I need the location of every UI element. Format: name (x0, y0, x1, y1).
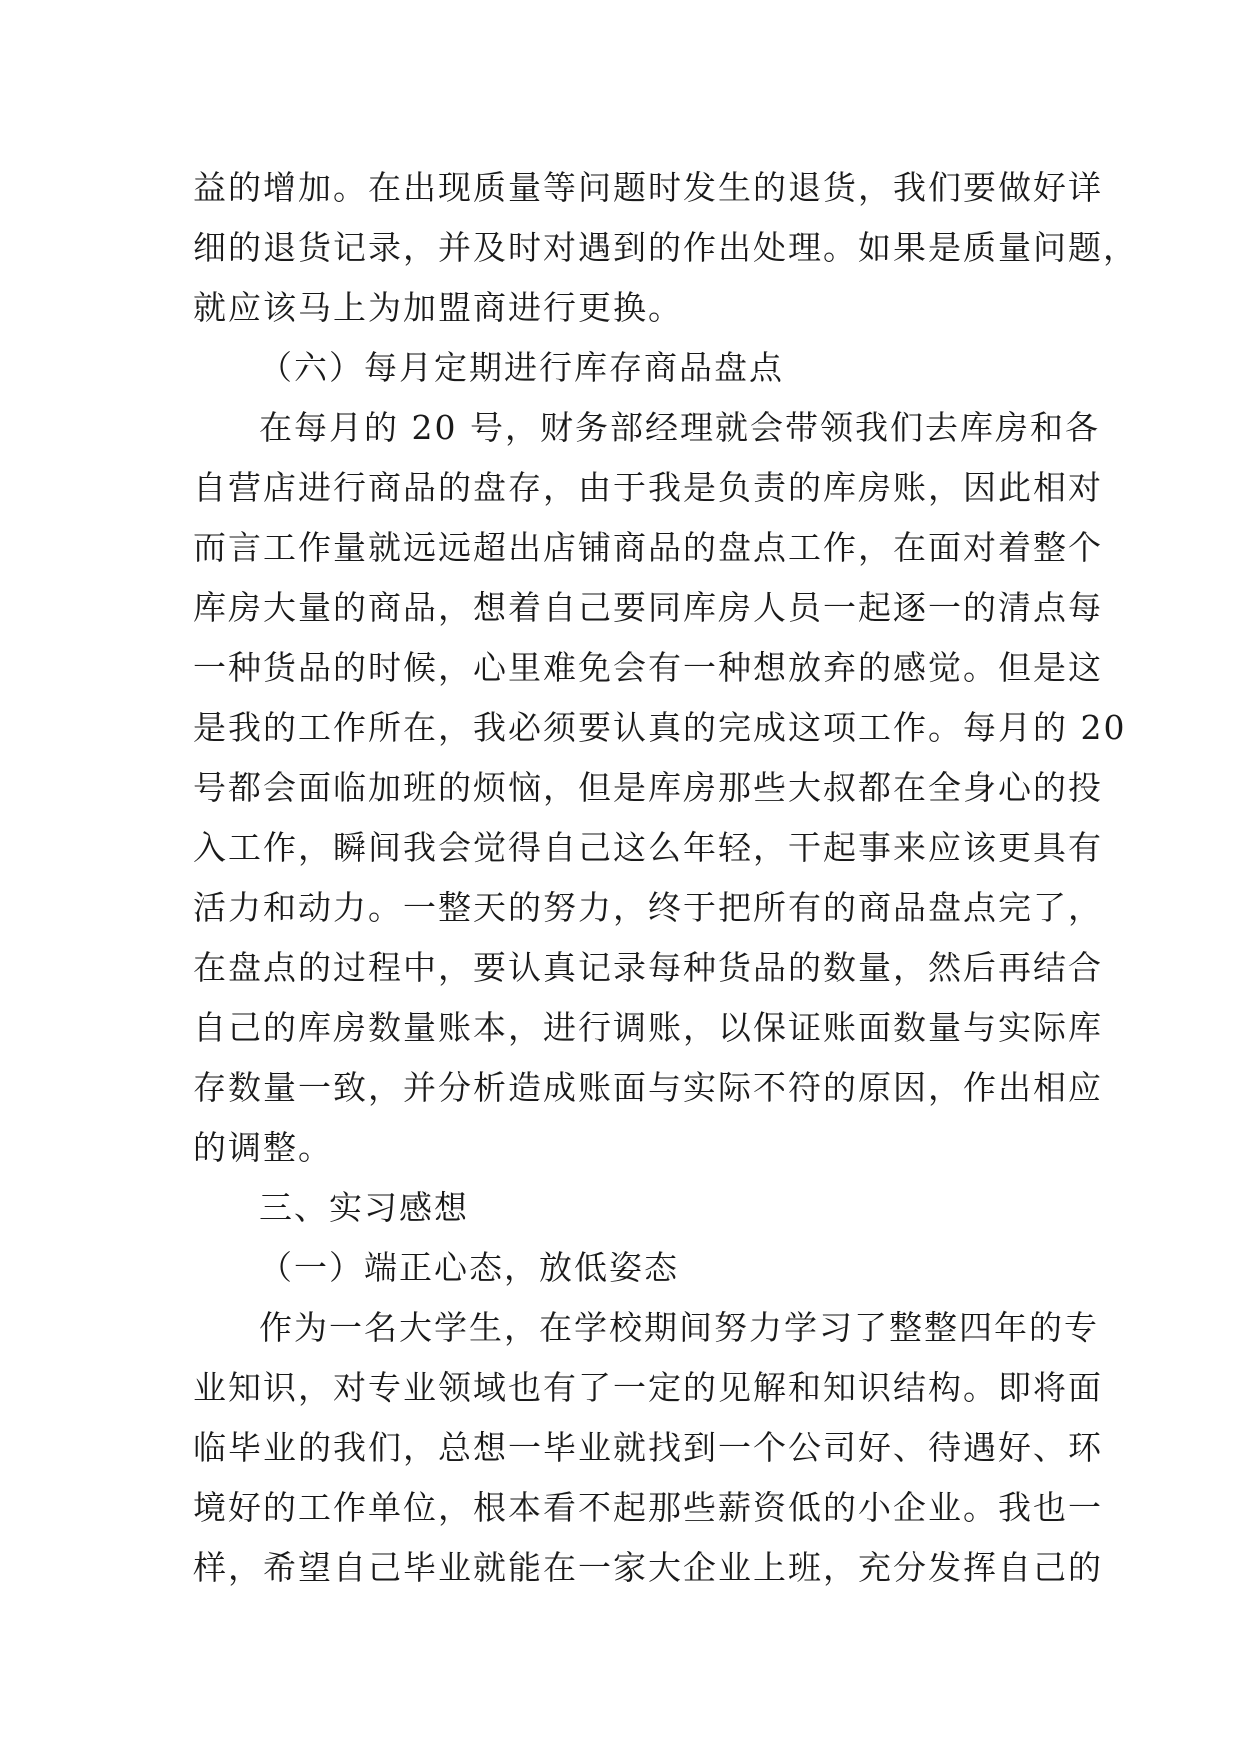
section-heading: （六）每月定期进行库存商品盘点 (259, 348, 784, 387)
paragraph-start: 作为一名大学生，在学校期间努力学习了整整四年的专 (259, 1308, 1099, 1347)
text-line: 的调整。 (193, 1128, 333, 1167)
text-line: 样，希望自己毕业就能在一家大企业上班，充分发挥自己的 (193, 1548, 1103, 1587)
text-line: 自己的库房数量账本，进行调账，以保证账面数量与实际库 (193, 1008, 1103, 1047)
text-line: 活力和动力。一整天的努力，终于把所有的商品盘点完了， (193, 888, 1103, 927)
text-line: 益的增加。在出现质量等问题时发生的退货，我们要做好详 (193, 168, 1103, 207)
text-line: 库房大量的商品，想着自己要同库房人员一起逐一的清点每 (193, 588, 1103, 627)
chapter-heading: 三、实习感想 (259, 1188, 469, 1227)
text-line: 入工作，瞬间我会觉得自己这么年轻，干起事来应该更具有 (193, 828, 1103, 867)
text-line: 在盘点的过程中，要认真记录每种货品的数量，然后再结合 (193, 948, 1103, 987)
text-line: 而言工作量就远远超出店铺商品的盘点工作，在面对着整个 (193, 528, 1103, 567)
text-line: 自营店进行商品的盘存，由于我是负责的库房账，因此相对 (193, 468, 1103, 507)
text-line: 存数量一致，并分析造成账面与实际不符的原因，作出相应 (193, 1068, 1103, 1107)
text-line: 细的退货记录，并及时对遇到的作出处理。如果是质量问题， (193, 228, 1138, 267)
text-line: 业知识，对专业领域也有了一定的见解和知识结构。即将面 (193, 1368, 1103, 1407)
text-line: 临毕业的我们，总想一毕业就找到一个公司好、待遇好、环 (193, 1428, 1103, 1467)
paragraph-start: 在每月的 20 号，财务部经理就会带领我们去库房和各 (259, 408, 1100, 447)
text-line: 一种货品的时候，心里难免会有一种想放弃的感觉。但是这 (193, 648, 1103, 687)
text-line: 号都会面临加班的烦恼，但是库房那些大叔都在全身心的投 (193, 768, 1103, 807)
body-text (193, 158, 1138, 1598)
text-line: 是我的工作所在，我必须要认真的完成这项工作。每月的 20 (193, 708, 1127, 747)
section-heading: （一）端正心态，放低姿态 (259, 1248, 679, 1287)
text-line: 就应该马上为加盟商进行更换。 (193, 288, 683, 327)
text-line: 境好的工作单位，根本看不起那些薪资低的小企业。我也一 (193, 1488, 1103, 1527)
